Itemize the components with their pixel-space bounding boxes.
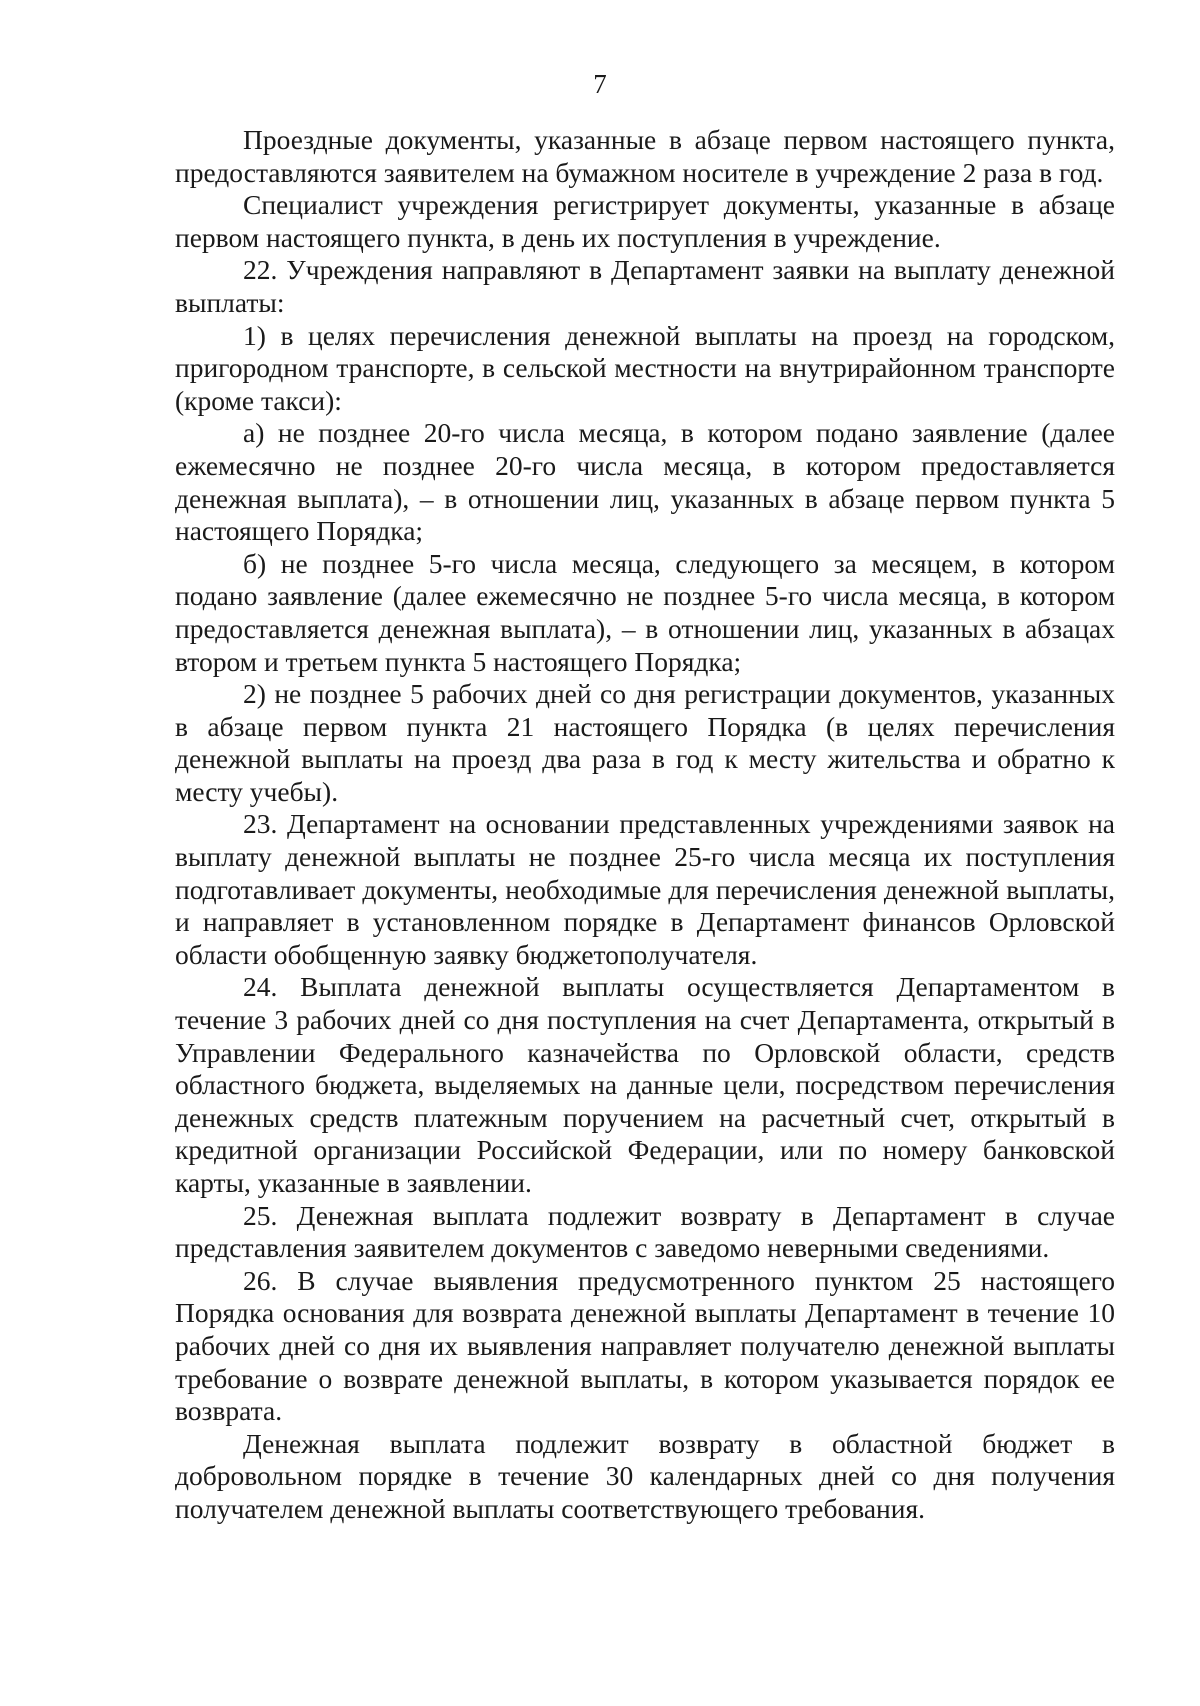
paragraph-22-item-1a: а) не позднее 20-го числа месяца, в котором подано заявление (далее ежемесячно не позднее 20-го числа месяца, в котором предоставляется денежная выплата), – в отношении лиц, указанных в абзаце первом пункта 5 настоящего Порядка;	[175, 417, 1115, 547]
paragraph-23: 23. Департамент на основании представленных учреждениями заявок на выплату денежной выплаты не позднее 25-го числа месяца их поступления подготавливает документы, необходимые для перечисления денежной выплаты, и направляет в установленном порядке в Департамент финансов Орловской области обобщенную заявку бюджетополучателя.	[175, 808, 1115, 970]
paragraph-registration: Специалист учреждения регистрирует документы, указанные в абзаце первом настоящего пункта, в день их поступления в учреждение.	[175, 189, 1115, 253]
paragraph-25: 25. Денежная выплата подлежит возврату в Департамент в случае представления заявителем документов с заведомо неверными сведениями.	[175, 1199, 1115, 1264]
paragraph-24: 24. Выплата денежной выплаты осуществляется Департаментом в течение 3 рабочих дней со дня поступления на счет Департамента, открытый в Управлении Федерального казначейства по Орловской области, средств областного бюджета, выделяемых на данные цели, посредством перечисления денежных средств платежным поручением на расчетный счет, открытый в кредитной организации Российской Федерации, или по номеру банковской карты, указанные в заявлении.	[175, 971, 1115, 1198]
paragraph-22: 22. Учреждения направляют в Департамент заявки на выплату денежной выплаты:	[175, 254, 1115, 318]
paragraph-22-item-2: 2) не позднее 5 рабочих дней со дня регистрации документов, указанных в абзаце первом пункта 21 настоящего Порядка (в целях перечисления денежной выплаты на проезд два раза в год к месту жительства и обратно к месту учебы).	[175, 678, 1115, 807]
paragraph-travel-documents: Проездные документы, указанные в абзаце первом настоящего пункта, предоставляются заявителем на бумажном носителе в учреждение 2 раза в год.	[175, 124, 1115, 188]
page-number: 7	[593, 69, 607, 99]
paragraph-22-item-1: 1) в целях перечисления денежной выплаты на проезд на городском, пригородном транспорте, в сельской местности на внутрирайонном транспорте (кроме такси):	[175, 319, 1115, 416]
paragraph-26-refund: Денежная выплата подлежит возврату в областной бюджет в добровольном порядке в течение 30 календарных дней со дня получения получателем денежной выплаты соответствующего требования.	[175, 1427, 1115, 1524]
paragraph-26: 26. В случае выявления предусмотренного пунктом 25 настоящего Порядка основания для возврата денежной выплаты Департамент в течение 10 рабочих дней со дня их выявления направляет получателю денежной выплаты требование о возврате денежной выплаты, в котором указывается порядок ее возврата.	[175, 1264, 1115, 1427]
document-body	[175, 124, 1115, 1526]
paragraph-22-item-1b: б) не позднее 5-го числа месяца, следующего за месяцем, в котором подано заявление (далее ежемесячно не позднее 5-го числа месяца, в котором предоставляется денежная выплата), – в отношении лиц, указанных в абзацах втором и третьем пункта 5 настоящего Порядка;	[175, 547, 1115, 677]
